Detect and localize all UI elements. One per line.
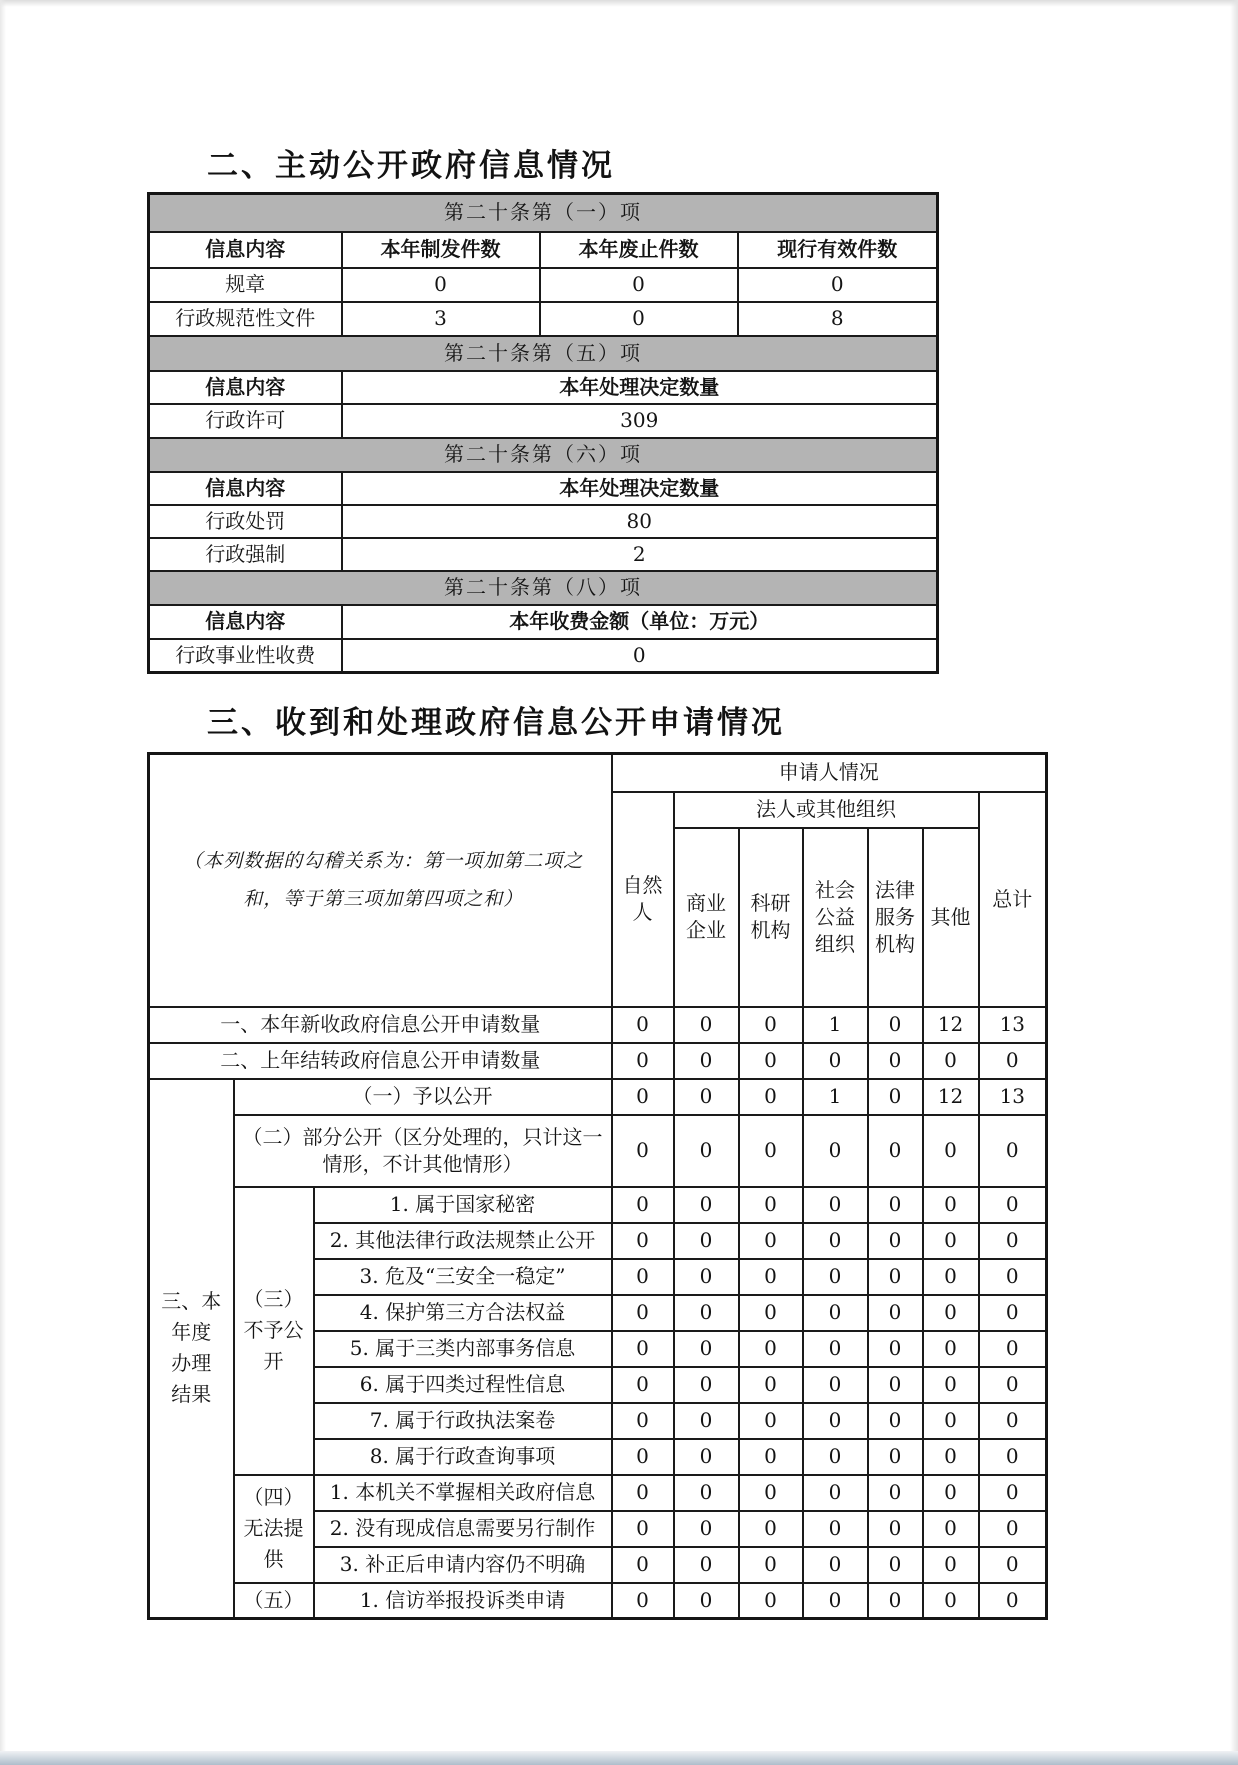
value-cell: 0 — [979, 1223, 1047, 1259]
value-cell: 0 — [674, 1115, 739, 1187]
row-label: 8. 属于行政查询事项 — [314, 1439, 612, 1475]
note-line-1: （本列数据的勾稽关系为：第一项加第二项之 — [183, 850, 584, 873]
value-cell: 0 — [923, 1475, 979, 1511]
band-title: 第二十条第（一）项 — [149, 194, 938, 232]
value-cell: 0 — [979, 1331, 1047, 1367]
header-cell: 本年处理决定数量 — [342, 371, 938, 404]
value-cell: 0 — [803, 1475, 868, 1511]
header-cell: 本年废止件数 — [540, 232, 738, 268]
header-row — [149, 472, 938, 505]
band-title: 第二十条第（五）项 — [149, 336, 938, 371]
table-row — [149, 1043, 1047, 1079]
table-row — [149, 1583, 1047, 1619]
page-edge-left — [0, 0, 6, 1765]
value-cell: 0 — [923, 1403, 979, 1439]
row-label: 行政事业性收费 — [149, 639, 342, 673]
value-cell: 0 — [674, 1583, 739, 1619]
value-cell: 0 — [540, 302, 738, 336]
value-cell: 0 — [803, 1583, 868, 1619]
header-cell: 社会公益组织 — [803, 828, 868, 1007]
value-cell: 0 — [979, 1367, 1047, 1403]
header-cell: 科研机构 — [739, 828, 803, 1007]
header-cell: 其他 — [923, 828, 979, 1007]
value-cell: 0 — [868, 1547, 923, 1583]
row-label: 行政处罚 — [149, 505, 342, 538]
value-cell: 8 — [738, 302, 938, 336]
header-corp: 法人或其他组织 — [674, 792, 979, 828]
value-cell: 0 — [803, 1259, 868, 1295]
value-cell: 0 — [979, 1043, 1047, 1079]
value-cell: 12 — [923, 1079, 979, 1115]
value-cell: 0 — [868, 1223, 923, 1259]
value-cell: 0 — [868, 1583, 923, 1619]
header-row — [149, 371, 938, 404]
table-row — [149, 639, 938, 673]
row-label: 行政规范性文件 — [149, 302, 342, 336]
section3-title: 三、收到和处理政府信息公开申请情况 — [207, 705, 785, 741]
value-cell: 0 — [868, 1403, 923, 1439]
value-cell: 0 — [739, 1367, 803, 1403]
value-cell: 0 — [738, 268, 938, 302]
value-cell: 0 — [612, 1331, 674, 1367]
header-cell: 本年制发件数 — [342, 232, 540, 268]
value-cell: 0 — [923, 1367, 979, 1403]
value-cell: 0 — [674, 1511, 739, 1547]
value-cell: 0 — [868, 1043, 923, 1079]
value-cell: 0 — [803, 1295, 868, 1331]
value-cell: 0 — [612, 1295, 674, 1331]
value-cell: 0 — [739, 1007, 803, 1043]
value-cell: 12 — [923, 1007, 979, 1043]
value-cell: 13 — [979, 1079, 1047, 1115]
value-cell: 0 — [979, 1547, 1047, 1583]
row-label: 4. 保护第三方合法权益 — [314, 1295, 612, 1331]
value-cell: 0 — [923, 1259, 979, 1295]
value-cell: 0 — [540, 268, 738, 302]
table-row — [149, 1007, 1047, 1043]
header-row — [149, 605, 938, 639]
header-row — [149, 232, 938, 268]
table-row — [149, 538, 938, 571]
table-row — [149, 268, 938, 302]
value-cell: 0 — [739, 1475, 803, 1511]
value-cell: 0 — [979, 1583, 1047, 1619]
value-cell: 0 — [868, 1439, 923, 1475]
row-label: 3. 补正后申请内容仍不明确 — [314, 1547, 612, 1583]
row-label: 行政许可 — [149, 404, 342, 438]
header-cell: 商业企业 — [674, 828, 739, 1007]
value-cell: 0 — [674, 1439, 739, 1475]
value-cell: 0 — [739, 1295, 803, 1331]
value-cell: 0 — [612, 1115, 674, 1187]
value-cell: 0 — [868, 1367, 923, 1403]
value-cell: 0 — [868, 1079, 923, 1115]
value-cell: 0 — [923, 1187, 979, 1223]
value-cell: 0 — [342, 639, 938, 673]
active-disclosure-table — [147, 192, 939, 674]
value-cell: 0 — [868, 1259, 923, 1295]
value-cell: 0 — [739, 1187, 803, 1223]
value-cell: 0 — [674, 1403, 739, 1439]
value-cell: 0 — [923, 1115, 979, 1187]
value-cell: 0 — [612, 1079, 674, 1115]
value-cell: 309 — [342, 404, 938, 438]
value-cell: 0 — [612, 1007, 674, 1043]
value-cell: 0 — [923, 1043, 979, 1079]
value-cell: 0 — [342, 268, 540, 302]
band-row — [149, 438, 938, 472]
value-cell: 0 — [923, 1511, 979, 1547]
value-cell: 0 — [739, 1079, 803, 1115]
band-title: 第二十条第（八）项 — [149, 571, 938, 605]
table-row — [149, 302, 938, 336]
value-cell: 0 — [674, 1223, 739, 1259]
value-cell: 0 — [612, 1043, 674, 1079]
page-edge-top — [0, 0, 1238, 7]
value-cell: 0 — [739, 1547, 803, 1583]
value-cell: 0 — [739, 1331, 803, 1367]
header-cell-natural-person: 自然人 — [612, 792, 674, 1007]
band-row — [149, 336, 938, 371]
value-cell: 0 — [674, 1043, 739, 1079]
value-cell: 0 — [674, 1475, 739, 1511]
value-cell: 0 — [612, 1583, 674, 1619]
group-label-refused: （三） 不予公 开 — [234, 1187, 314, 1475]
table-row — [149, 1187, 1047, 1223]
header-cell: 本年处理决定数量 — [342, 472, 938, 505]
value-cell: 0 — [739, 1259, 803, 1295]
row-label: 1. 信访举报投诉类申请 — [314, 1583, 612, 1619]
value-cell: 0 — [979, 1475, 1047, 1511]
value-cell: 0 — [979, 1295, 1047, 1331]
table-row — [149, 505, 938, 538]
value-cell: 0 — [868, 1331, 923, 1367]
value-cell: 0 — [979, 1511, 1047, 1547]
row-label: 1. 属于国家秘密 — [314, 1187, 612, 1223]
value-cell: 0 — [612, 1439, 674, 1475]
group-label-five: （五） — [234, 1583, 314, 1619]
value-cell: 0 — [923, 1439, 979, 1475]
table-row — [149, 1475, 1047, 1511]
value-cell: 0 — [674, 1079, 739, 1115]
band-title: 第二十条第（六）项 — [149, 438, 938, 472]
note-cell — [149, 754, 612, 1007]
value-cell: 0 — [979, 1439, 1047, 1475]
value-cell: 0 — [803, 1187, 868, 1223]
header-cell: 现行有效件数 — [738, 232, 938, 268]
row-label: 3. 危及“三安全一稳定” — [314, 1259, 612, 1295]
value-cell: 0 — [923, 1331, 979, 1367]
header-cell: 信息内容 — [149, 605, 342, 639]
value-cell: 2 — [342, 538, 938, 571]
value-cell: 0 — [674, 1187, 739, 1223]
header-cell-total: 总计 — [979, 792, 1047, 1007]
row-label: 7. 属于行政执法案卷 — [314, 1403, 612, 1439]
row-label: 行政强制 — [149, 538, 342, 571]
row-label: 一、本年新收政府信息公开申请数量 — [149, 1007, 612, 1043]
page-edge-bottom — [0, 1751, 1238, 1765]
value-cell: 0 — [868, 1115, 923, 1187]
row-label: 2. 其他法律行政法规禁止公开 — [314, 1223, 612, 1259]
value-cell: 0 — [612, 1367, 674, 1403]
value-cell: 0 — [612, 1187, 674, 1223]
value-cell: 0 — [674, 1007, 739, 1043]
row-label: 二、上年结转政府信息公开申请数量 — [149, 1043, 612, 1079]
row-label: 5. 属于三类内部事务信息 — [314, 1331, 612, 1367]
value-cell: 0 — [612, 1547, 674, 1583]
value-cell: 0 — [739, 1403, 803, 1439]
value-cell: 0 — [674, 1547, 739, 1583]
table-row — [149, 1079, 1047, 1115]
value-cell: 0 — [739, 1043, 803, 1079]
section2-title: 二、主动公开政府信息情况 — [207, 148, 615, 184]
value-cell: 0 — [612, 1403, 674, 1439]
value-cell: 0 — [923, 1223, 979, 1259]
value-cell: 0 — [739, 1583, 803, 1619]
value-cell: 0 — [923, 1295, 979, 1331]
value-cell: 0 — [923, 1547, 979, 1583]
header-cell: 本年收费金额（单位：万元） — [342, 605, 938, 639]
page-edge-right — [1230, 0, 1238, 1765]
value-cell: 0 — [803, 1115, 868, 1187]
header-cell: 法律服务机构 — [868, 828, 923, 1007]
row-label: 规章 — [149, 268, 342, 302]
value-cell: 0 — [674, 1295, 739, 1331]
row-label: 2. 没有现成信息需要另行制作 — [314, 1511, 612, 1547]
row-label: （一）予以公开 — [234, 1079, 612, 1115]
value-cell: 0 — [739, 1439, 803, 1475]
value-cell: 0 — [674, 1331, 739, 1367]
value-cell: 0 — [739, 1511, 803, 1547]
value-cell: 0 — [868, 1187, 923, 1223]
value-cell: 3 — [342, 302, 540, 336]
value-cell: 0 — [868, 1511, 923, 1547]
value-cell: 0 — [803, 1511, 868, 1547]
group-label-annual-results: 三、本 年度 办理 结果 — [149, 1079, 234, 1619]
value-cell: 0 — [674, 1259, 739, 1295]
value-cell: 0 — [979, 1403, 1047, 1439]
header-row — [149, 754, 1047, 792]
note-line-2: 和，等于第三项加第四项之和） — [243, 888, 524, 911]
value-cell: 0 — [803, 1403, 868, 1439]
value-cell: 0 — [923, 1583, 979, 1619]
value-cell: 0 — [612, 1475, 674, 1511]
row-label: （二）部分公开（区分处理的，只计这一情形，不计其他情形） — [234, 1115, 612, 1187]
applications-table — [147, 752, 1048, 1620]
value-cell: 0 — [868, 1475, 923, 1511]
row-label: 6. 属于四类过程性信息 — [314, 1367, 612, 1403]
value-cell: 13 — [979, 1007, 1047, 1043]
value-cell: 0 — [979, 1187, 1047, 1223]
value-cell: 0 — [612, 1259, 674, 1295]
value-cell: 0 — [803, 1439, 868, 1475]
value-cell: 0 — [674, 1367, 739, 1403]
table-row — [149, 1115, 1047, 1187]
value-cell: 0 — [803, 1223, 868, 1259]
value-cell: 0 — [739, 1115, 803, 1187]
value-cell: 0 — [612, 1511, 674, 1547]
value-cell: 0 — [612, 1223, 674, 1259]
group-label-unable-to-provide: （四） 无法提 供 — [234, 1475, 314, 1583]
band-row — [149, 571, 938, 605]
value-cell: 1 — [803, 1079, 868, 1115]
value-cell: 1 — [803, 1007, 868, 1043]
header-cell: 信息内容 — [149, 472, 342, 505]
band-row — [149, 194, 938, 232]
value-cell: 0 — [739, 1223, 803, 1259]
value-cell: 0 — [868, 1295, 923, 1331]
value-cell: 0 — [803, 1043, 868, 1079]
value-cell: 0 — [803, 1547, 868, 1583]
value-cell: 0 — [803, 1367, 868, 1403]
value-cell: 80 — [342, 505, 938, 538]
header-applicant: 申请人情况 — [612, 754, 1047, 792]
header-cell: 信息内容 — [149, 232, 342, 268]
value-cell: 0 — [979, 1115, 1047, 1187]
value-cell: 0 — [979, 1259, 1047, 1295]
table-row — [149, 404, 938, 438]
value-cell: 0 — [868, 1007, 923, 1043]
value-cell: 0 — [803, 1331, 868, 1367]
row-label: 1. 本机关不掌握相关政府信息 — [314, 1475, 612, 1511]
header-cell: 信息内容 — [149, 371, 342, 404]
